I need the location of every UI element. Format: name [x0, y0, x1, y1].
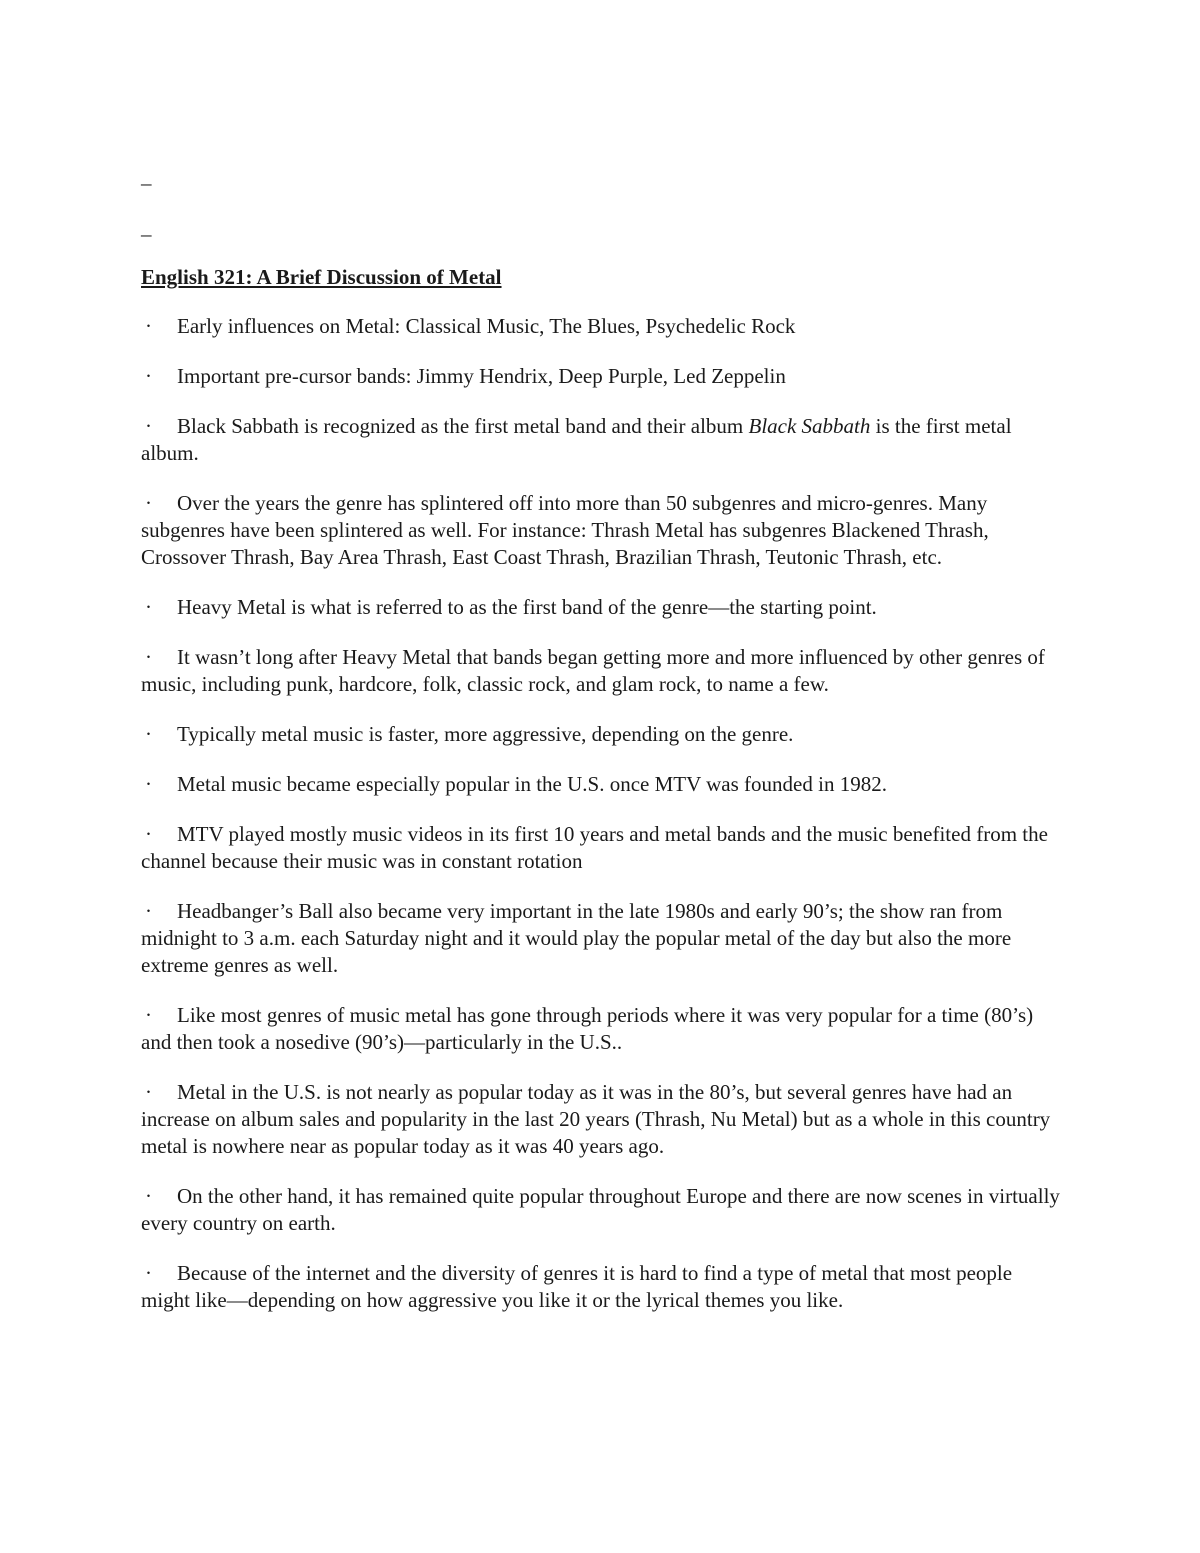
bullet-marker: · — [145, 899, 152, 923]
bullet-text: Like most genres of music metal has gone through periods where it was very popular for a time (80’s) and then took a nosedive (90’s)—particularly in the U.S.. — [141, 1003, 1034, 1054]
bullet-text-post: is the first metal album. — [141, 414, 1012, 465]
bullet-marker: · — [145, 645, 152, 669]
bullet-text: Over the years the genre has splintered off into more than 50 subgenres and micro-genres. Many subgenres have been splintered as well. For instance: Thrash Metal has subgenres Blackened Thrash, Crossover Thrash, Bay Area Thrash, East Coast Thrash, Brazilian Thrash, Teutonic Thrash, etc. — [141, 491, 989, 569]
bullet-marker: · — [145, 414, 152, 438]
bullet-text: Typically metal music is faster, more aggressive, depending on the genre. — [177, 722, 794, 746]
bullet-marker: · — [145, 595, 152, 619]
dash-line-2: – — [141, 222, 152, 246]
bullet-text: Headbanger’s Ball also became very important in the late 1980s and early 90’s; the show ran from midnight to 3 a.m. each Saturday night and it would play the popular metal of the day but also the more extreme genres as well. — [141, 899, 1012, 977]
bullet-text: It wasn’t long after Heavy Metal that bands began getting more and more influenced by other genres of music, including punk, hardcore, folk, classic rock, and glam rock, to name a few. — [141, 645, 1045, 696]
document-title: English 321: A Brief Discussion of Metal — [141, 265, 502, 289]
bullet-text: Because of the internet and the diversity of genres it is hard to find a type of metal that most people might like—depending on how aggressive you like it or the lyrical themes you like. — [141, 1261, 1013, 1312]
bullet-marker: · — [145, 722, 152, 746]
bullet-marker: · — [145, 364, 152, 388]
dash-line-1: – — [141, 171, 152, 195]
bullet-text-pre: Black Sabbath is recognized as the first metal band and their album — [177, 414, 749, 438]
bullet-item-3 — [141, 413, 1066, 467]
document-page — [141, 170, 1066, 1337]
bullet-item-14 — [141, 1260, 1066, 1314]
bullet-text: MTV played mostly music videos in its first 10 years and metal bands and the music benefited from the channel because their music was in constant rotation — [141, 822, 1048, 873]
bullet-marker: · — [145, 1261, 152, 1285]
bullet-item-7 — [141, 721, 1066, 748]
bullet-item-12 — [141, 1079, 1066, 1160]
bullet-item-6 — [141, 644, 1066, 698]
bullet-text: On the other hand, it has remained quite popular throughout Europe and there are now scenes in virtually every country on earth. — [141, 1184, 1060, 1235]
bullet-item-11 — [141, 1002, 1066, 1056]
bullet-text: Metal music became especially popular in the U.S. once MTV was founded in 1982. — [177, 772, 887, 796]
bullet-marker: · — [145, 491, 152, 515]
bullet-item-13 — [141, 1183, 1066, 1237]
bullet-marker: · — [145, 822, 152, 846]
bullet-text: Early influences on Metal: Classical Music, The Blues, Psychedelic Rock — [177, 314, 796, 338]
bullet-item-2 — [141, 363, 1066, 390]
bullet-item-10 — [141, 898, 1066, 979]
bullet-marker: · — [145, 772, 152, 796]
bullet-marker: · — [145, 1003, 152, 1027]
bullet-item-8 — [141, 771, 1066, 798]
bullet-item-5 — [141, 594, 1066, 621]
bullet-item-1 — [141, 313, 1066, 340]
album-title-italic: Black Sabbath — [748, 414, 871, 438]
bullet-text: Heavy Metal is what is referred to as the first band of the genre—the starting point. — [177, 595, 877, 619]
bullet-text: Important pre-cursor bands: Jimmy Hendrix, Deep Purple, Led Zeppelin — [177, 364, 786, 388]
bullet-text: Metal in the U.S. is not nearly as popular today as it was in the 80’s, but several genres have had an increase on album sales and popularity in the last 20 years (Thrash, Nu Metal) but as a whole in this country metal is nowhere near as popular today as it was 40 years ago. — [141, 1080, 1051, 1158]
bullet-marker: · — [145, 314, 152, 338]
bullet-item-9 — [141, 821, 1066, 875]
bullet-marker: · — [145, 1080, 152, 1104]
bullet-list — [141, 313, 1066, 1314]
bullet-marker: · — [145, 1184, 152, 1208]
bullet-item-4 — [141, 490, 1066, 571]
